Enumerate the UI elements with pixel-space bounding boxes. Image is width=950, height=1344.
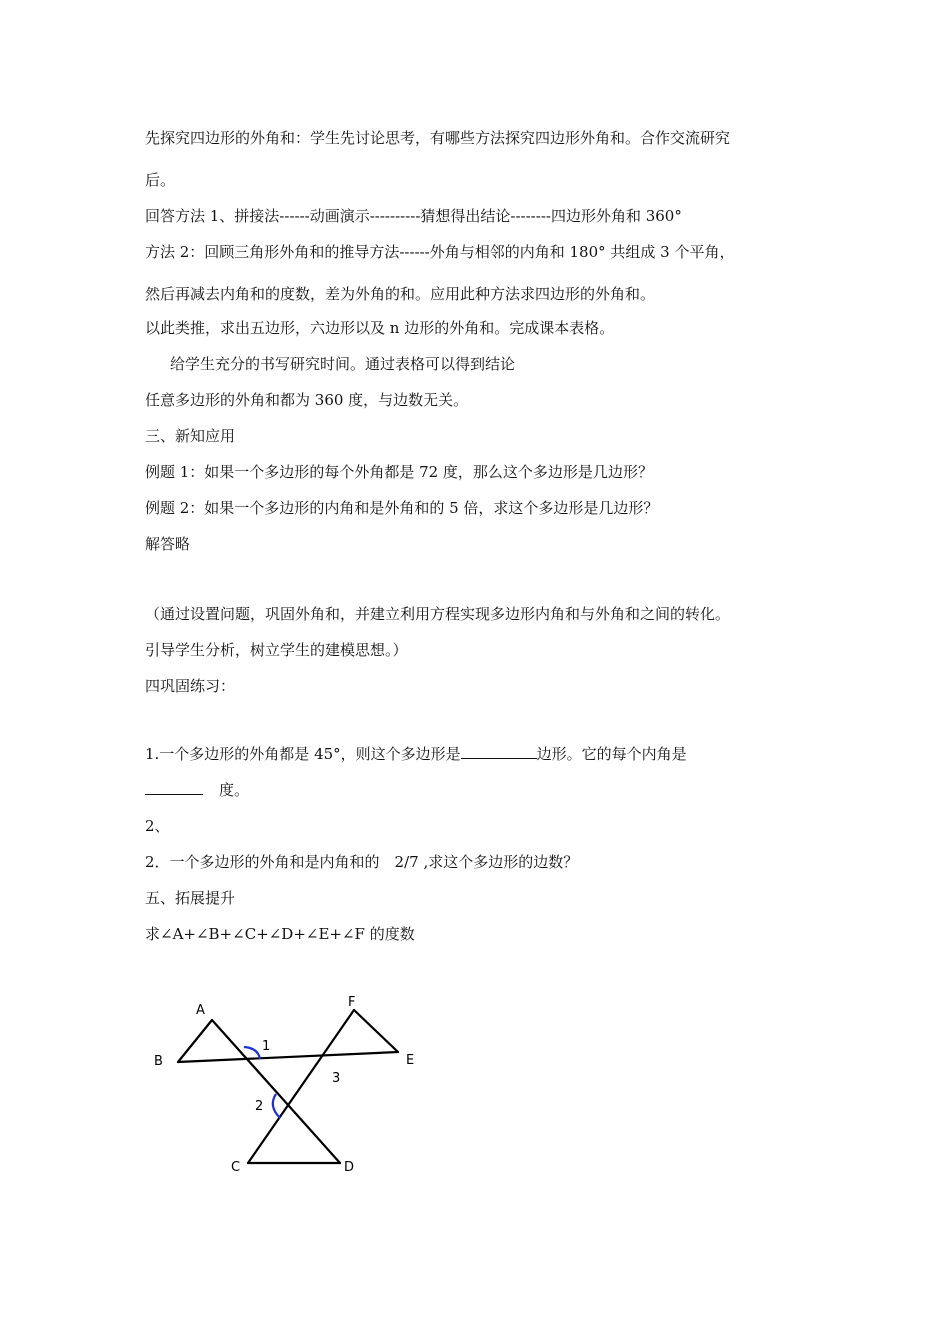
paragraph-line: 回答方法 1、拼接法------动画演示----------猜想得出结论--------四边形外角和 360° [145, 207, 682, 225]
extension-task: 求∠A+∠B+∠C+∠D+∠E+∠F 的度数 [145, 925, 415, 943]
exercise-1-text: 度。 [219, 781, 250, 799]
label-e: E [406, 1053, 415, 1068]
exercise-1-text: 1.一个多边形的外角都是 45°，则这个多边形是 [145, 745, 461, 763]
paragraph-line: 以此类推，求出五边形，六边形以及 n 边形的外角和。完成课本表格。 [145, 319, 615, 337]
segment-f-e [354, 1010, 398, 1052]
answer-blank [461, 744, 537, 759]
section-heading-3: 三、新知应用 [145, 427, 236, 445]
label-angle-1: 1 [262, 1039, 271, 1054]
paragraph-line: 先探究四边形的外角和：学生先讨论思考，有哪些方法探究四边形外角和。合作交流研究 [145, 129, 731, 147]
paragraph-line: 方法 2：回顾三角形外角和的推导方法------外角与相邻的内角和 180° 共组成 3 个平角， [145, 243, 735, 261]
label-b: B [154, 1054, 163, 1069]
label-angle-3: 3 [332, 1071, 341, 1086]
segment-b-e [178, 1052, 398, 1062]
answer-omitted: 解答略 [145, 535, 191, 553]
segment-c-f [248, 1010, 354, 1163]
example-2: 例题 2：如果一个多边形的内角和是外角和的 5 倍，求这个多边形是几边形？ [145, 499, 659, 517]
paragraph-line: 给学生充分的书写研究时间。通过表格可以得到结论 [170, 355, 516, 373]
paragraph-line: 然后再减去内角和的度数，差为外角的和。应用此种方法求四边形的外角和。 [145, 285, 656, 303]
paragraph-line: 任意多边形的外角和都为 360 度，与边数无关。 [145, 391, 469, 409]
exercise-2-label: 2、 [145, 817, 170, 835]
exercise-1-cont [145, 780, 249, 800]
label-angle-2: 2 [255, 1099, 264, 1114]
label-a: A [196, 1003, 205, 1018]
section-heading-5: 五、拓展提升 [145, 889, 236, 907]
exercise-1 [145, 744, 687, 764]
exercise-2: 2．一个多边形的外角和是内角和的 2/7 ,求这个多边形的边数？ [145, 853, 579, 871]
label-c: C [231, 1160, 241, 1175]
segment-b-a [178, 1020, 212, 1062]
angle-arc-1 [244, 1047, 260, 1059]
teaching-note: （通过设置问题，巩固外角和，并建立利用方程实现多边形内角和与外角和之间的转化。 [145, 605, 731, 623]
section-heading-4: 四巩固练习： [145, 677, 236, 695]
teaching-note: 引导学生分析，树立学生的建模思想。） [145, 641, 408, 659]
answer-blank [145, 780, 203, 795]
label-f: F [348, 995, 356, 1010]
label-d: D [344, 1160, 355, 1175]
segment-a-d [212, 1020, 340, 1163]
paragraph-line: 后。 [145, 171, 176, 189]
exercise-1-text: 边形。它的每个内角是 [536, 745, 687, 763]
example-1: 例题 1：如果一个多边形的每个外角都是 72 度，那么这个多边形是几边形？ [145, 463, 653, 481]
angle-arc-2 [273, 1094, 280, 1118]
